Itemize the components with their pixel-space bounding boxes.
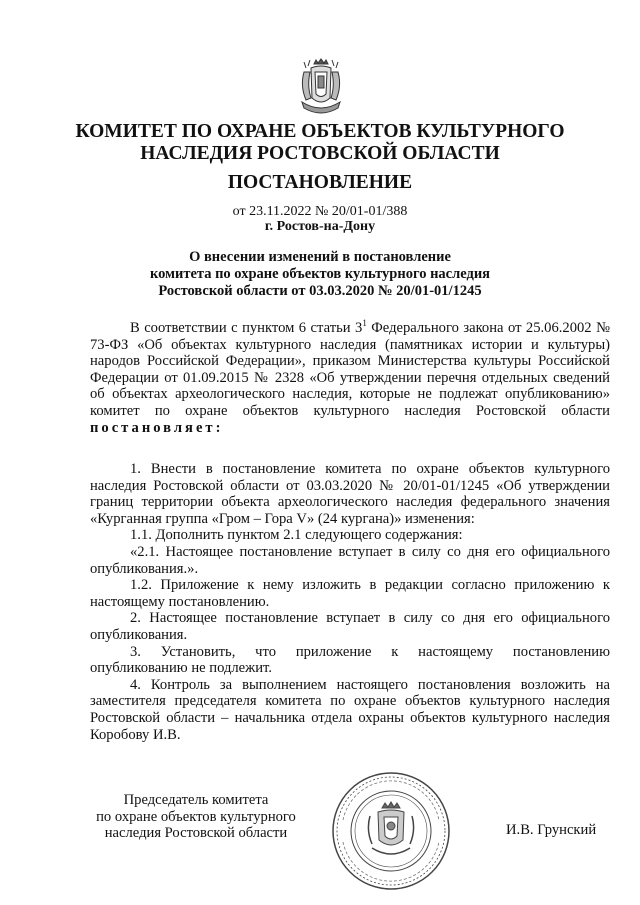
org-line-2: НАСЛЕДИЯ РОСТОВСКОЙ ОБЛАСТИ bbox=[140, 143, 500, 164]
preamble-text-2: Федерального закона от 25.06.2002 № 73-ФЗ «Об объектах культурного наследия (памятниках истории и культуры) народов Российской Федерации», приказом Министерства культуры Российской Федерации от 01.09.2015 № 2328 «Об утверждении перечня отдельных сведений об объектах археологического наследия, которые не подлежат опубликованию» комитет по охране объектов культурного наследия Ростовской области bbox=[90, 320, 610, 419]
document-date-number: от 23.11.2022 № 20/01-01/388 bbox=[232, 204, 408, 219]
signatory-name: И.В. Грунский bbox=[506, 822, 597, 838]
document-subject bbox=[0, 249, 640, 300]
signatory-title-line-2: по охране объектов культурного bbox=[96, 808, 296, 825]
preamble-superscript: 1 bbox=[362, 318, 367, 329]
preamble-paragraph bbox=[90, 320, 610, 436]
item-4: 4. Контроль за выполнением настоящего постановления возложить на заместителя председателя комитета по охране объектов культурного наследия Ростовской области – начальника отдела охраны объектов культурного наследия Коробову И.В. bbox=[90, 676, 610, 743]
signatory-title-line-3: наследия Ростовской области bbox=[104, 825, 288, 842]
document-type: ПОСТАНОВЛЕНИЕ bbox=[227, 172, 413, 193]
decree-word: постановляет: bbox=[90, 419, 224, 436]
subject-line-2: комитета по охране объектов культурного наследия bbox=[149, 266, 491, 282]
decree-items bbox=[90, 461, 610, 743]
subject-line-3: Ростовской области от 03.03.2020 № 20/01-01/1245 bbox=[158, 283, 482, 299]
organization-name bbox=[0, 121, 640, 165]
item-3: 3. Установить, что приложение к настоящему постановлению опубликованию не подлежит. bbox=[90, 643, 610, 677]
item-1: 1. Внести в постановление комитета по охране объектов культурного наследия Ростовской области от 03.03.2020 № 20/01-01/1245 «Об утверждении границ территории объекта археологического наследия федерального значения «Курганная группа «Гром – Гора V» (24 кургана)» изменения: bbox=[90, 461, 610, 527]
signatory-title-line-1: Председатель комитета bbox=[123, 792, 269, 808]
preamble-text-1: В соответствии с пунктом 6 статьи 3 bbox=[130, 320, 363, 336]
item-2-1-quote: «2.1. Настоящее постановление вступает в силу со дня его официального опубликования.». bbox=[90, 543, 610, 577]
item-1-1: 1.1. Дополнить пунктом 2.1 следующего содержания: bbox=[130, 527, 463, 544]
subject-line-1: О внесении изменений в постановление bbox=[189, 249, 451, 265]
signatory-title bbox=[76, 792, 316, 842]
org-line-1: КОМИТЕТ ПО ОХРАНЕ ОБЪЕКТОВ КУЛЬТУРНОГО bbox=[75, 121, 565, 142]
item-2: 2. Настоящее постановление вступает в силу со дня его официального опубликования. bbox=[90, 610, 610, 643]
item-1-2: 1.2. Приложение к нему изложить в редакции согласно приложению к настоящему постановлению. bbox=[90, 577, 610, 610]
official-seal-icon bbox=[330, 770, 452, 892]
coat-of-arms-icon bbox=[298, 58, 344, 118]
document-city: г. Ростов-на-Дону bbox=[264, 219, 376, 234]
